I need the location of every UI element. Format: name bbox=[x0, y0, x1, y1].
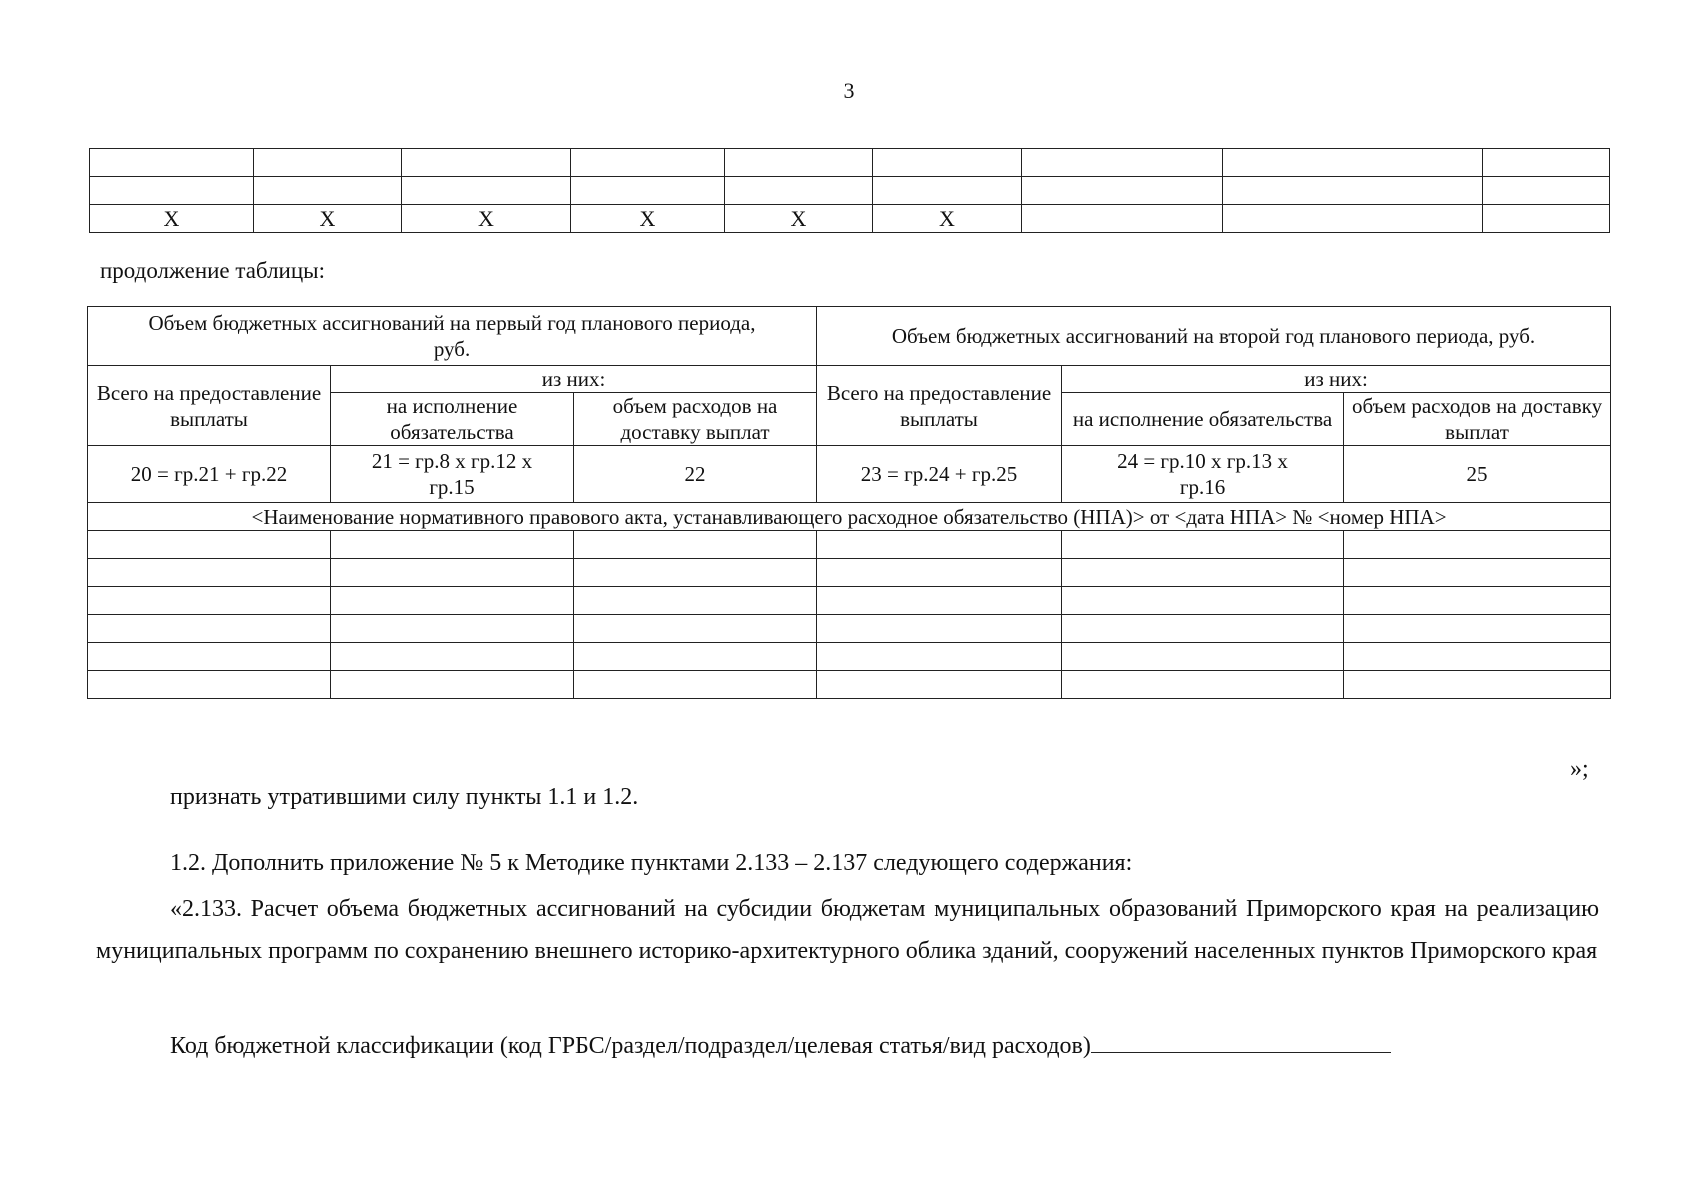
col-number: 22 bbox=[574, 446, 817, 503]
blank-underline bbox=[1091, 1026, 1391, 1053]
table-row bbox=[88, 587, 1611, 615]
table-row bbox=[88, 671, 1611, 699]
x-mark-cell: X bbox=[873, 205, 1022, 233]
x-mark-cell: X bbox=[725, 205, 873, 233]
delivery-header: объем расходов на доставку выплат bbox=[574, 393, 817, 446]
top-table bbox=[89, 148, 1610, 233]
col-number: 24 = гр.10 х гр.13 х гр.16 bbox=[1062, 446, 1344, 503]
table-header-row bbox=[88, 366, 1611, 393]
total-header: Всего на предоставление выплаты bbox=[88, 366, 331, 446]
budget-table bbox=[87, 306, 1611, 699]
x-mark-cell: X bbox=[571, 205, 725, 233]
table-row bbox=[90, 177, 1610, 205]
table-row bbox=[88, 559, 1611, 587]
x-mark-cell: X bbox=[90, 205, 254, 233]
of-them-header: из них: bbox=[331, 366, 817, 393]
paragraph: признать утратившими силу пункты 1.1 и 1.2. bbox=[170, 784, 639, 810]
table-row bbox=[88, 531, 1611, 559]
closing-quote: »; bbox=[1570, 756, 1589, 782]
first-year-header: Объем бюджетных ассигнований на первый год планового периода, руб. bbox=[88, 307, 817, 366]
table-header-row bbox=[88, 307, 1611, 366]
table-row bbox=[88, 643, 1611, 671]
column-numbers-row bbox=[88, 446, 1611, 503]
table-row bbox=[88, 615, 1611, 643]
total-header: Всего на предоставление выплаты bbox=[817, 366, 1062, 446]
delivery-header: объем расходов на доставку выплат bbox=[1344, 393, 1611, 446]
table-row bbox=[90, 149, 1610, 177]
npa-row bbox=[88, 503, 1611, 531]
page-number: 3 bbox=[843, 78, 855, 103]
second-year-header: Объем бюджетных ассигнований на второй год планового периода, руб. bbox=[817, 307, 1611, 366]
paragraph: 1.2. Дополнить приложение № 5 к Методике пунктами 2.133 – 2.137 следующего содержания: bbox=[170, 850, 1133, 876]
table-row bbox=[90, 205, 1610, 233]
npa-cell: <Наименование нормативного правового акта, устанавливающего расходное обязательство (НПА)> от <дата НПА> № <номер НПА> bbox=[88, 503, 1611, 531]
col-number: 25 bbox=[1344, 446, 1611, 503]
x-mark-cell: X bbox=[402, 205, 571, 233]
budget-code-line: Код бюджетной классификации (код ГРБС/раздел/подраздел/целевая статья/вид расходов) bbox=[96, 1025, 1599, 1067]
paragraph: «2.133. Расчет объема бюджетных ассигнований на субсидии бюджетам муниципальных образований Приморского края на реализацию муниципальных программ по сохранению внешнего историко-архитектурного облика зданий, сооружений населенных пунктов Приморского края bbox=[96, 896, 1599, 964]
execution-header: на исполнение обязательства bbox=[1062, 393, 1344, 446]
execution-header: на исполнение обязательства bbox=[331, 393, 574, 446]
col-number: 23 = гр.24 + гр.25 bbox=[817, 446, 1062, 503]
col-number: 21 = гр.8 х гр.12 х гр.15 bbox=[331, 446, 574, 503]
x-mark-cell: X bbox=[254, 205, 402, 233]
col-number: 20 = гр.21 + гр.22 bbox=[88, 446, 331, 503]
continuation-label: продолжение таблицы: bbox=[100, 258, 326, 283]
of-them-header: из них: bbox=[1062, 366, 1611, 393]
